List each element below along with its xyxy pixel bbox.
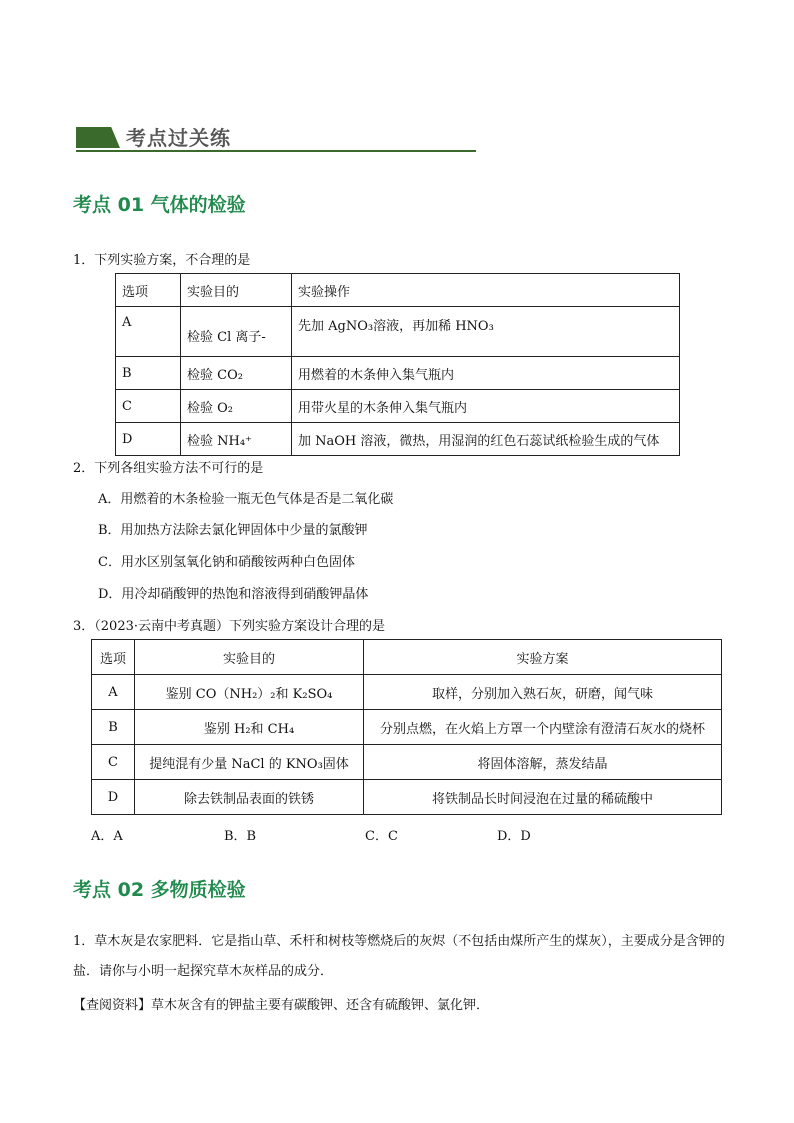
question-1-stem: 1．下列实验方案，不合理的是 — [73, 253, 251, 268]
question-2-option-d: D．用冷却硝酸钾的热饱和溶液得到硝酸钾晶体 — [98, 587, 369, 602]
table-cell: 检验 O₂ — [181, 390, 292, 423]
table-cell: 将固体溶解，蒸发结晶 — [364, 745, 722, 780]
table-header-cell: 实验目的 — [135, 640, 364, 675]
table-cell: 检验 CO₂ — [181, 357, 292, 390]
table-cell: 加 NaOH 溶液，微热，用湿润的红色石蕊试纸检验生成的气体 — [292, 423, 680, 456]
table-row — [116, 357, 680, 390]
table-cell: 分别点燃，在火焰上方罩一个内壁涂有澄清石灰水的烧杯 — [364, 710, 722, 745]
banner-title: 考点过关练 — [126, 126, 231, 150]
table-cell: C — [92, 745, 135, 780]
table-cell: B — [92, 710, 135, 745]
table-cell: 提纯混有少量 NaCl 的 KNO₃固体 — [135, 745, 364, 780]
table-cell: B — [116, 357, 181, 390]
section-heading-2: 考点 02 多物质检验 — [73, 879, 246, 901]
table-header-row — [92, 640, 722, 675]
section-heading-1: 考点 01 气体的检验 — [73, 194, 246, 216]
table-row — [92, 710, 722, 745]
table-cell: D — [116, 423, 181, 456]
question-1-table — [115, 273, 680, 456]
table-cell: 除去铁制品表面的铁锈 — [135, 780, 364, 815]
table-cell: A — [116, 307, 181, 357]
table-header-cell: 实验目的 — [181, 274, 292, 307]
question-4-reference: 【查阅资料】草木灰含有的钾盐主要有碳酸钾、还含有硫酸钾、氯化钾． — [73, 998, 490, 1013]
table-header-cell: 选项 — [92, 640, 135, 675]
question-2-option-b: B．用加热方法除去氯化钾固体中少量的氯酸钾 — [98, 523, 368, 538]
table-cell: 检验 Cl 离子- — [181, 307, 292, 357]
table-row — [92, 780, 722, 815]
table-cell: 用带火星的木条伸入集气瓶内 — [292, 390, 680, 423]
table-cell: 鉴别 CO（NH₂）₂和 K₂SO₄ — [135, 675, 364, 710]
table-row — [92, 675, 722, 710]
question-3-table — [91, 639, 722, 815]
table-cell: 先加 AgNO₃溶液，再加稀 HNO₃ — [292, 307, 680, 357]
question-2-stem: 2．下列各组实验方法不可行的是 — [73, 461, 264, 476]
table-cell: 鉴别 H₂和 CH₄ — [135, 710, 364, 745]
question-2-option-c: C．用水区别氢氧化钠和硝酸铵两种白色固体 — [98, 555, 355, 570]
table-row — [116, 307, 680, 357]
table-cell: C — [116, 390, 181, 423]
question-3-stem: 3．（2023·云南中考真题）下列实验方案设计合理的是 — [73, 619, 385, 634]
question-2-option-a: A．用燃着的木条检验一瓶无色气体是否是二氧化碳 — [98, 492, 394, 507]
question-3-answer-b: B．B — [224, 829, 257, 844]
table-cell: D — [92, 780, 135, 815]
table-header-cell: 选项 — [116, 274, 181, 307]
table-header-row — [116, 274, 680, 307]
table-row — [116, 423, 680, 456]
table-cell: 取样，分别加入熟石灰，研磨，闻气味 — [364, 675, 722, 710]
table-row — [116, 390, 680, 423]
question-3-answer-a: A．A — [91, 829, 123, 844]
question-3-answer-d: D．D — [497, 829, 531, 844]
question-4-paragraph: 1．草木灰是农家肥料．它是指山草、禾杆和树枝等燃烧后的灰烬（不包括由煤所产生的煤灰），主要成分是含钾的盐．请你与小明一起探究草木灰样品的成分． — [73, 934, 725, 979]
table-cell: A — [92, 675, 135, 710]
banner-divider — [76, 150, 476, 152]
table-cell: 检验 NH₄⁺ — [181, 423, 292, 456]
table-header-cell: 实验方案 — [364, 640, 722, 675]
table-row — [92, 745, 722, 780]
table-cell: 用燃着的木条伸入集气瓶内 — [292, 357, 680, 390]
question-3-answer-c: C．C — [365, 829, 398, 844]
banner-decoration — [76, 127, 120, 148]
table-cell: 将铁制品长时间浸泡在过量的稀硫酸中 — [364, 780, 722, 815]
table-header-cell: 实验操作 — [292, 274, 680, 307]
